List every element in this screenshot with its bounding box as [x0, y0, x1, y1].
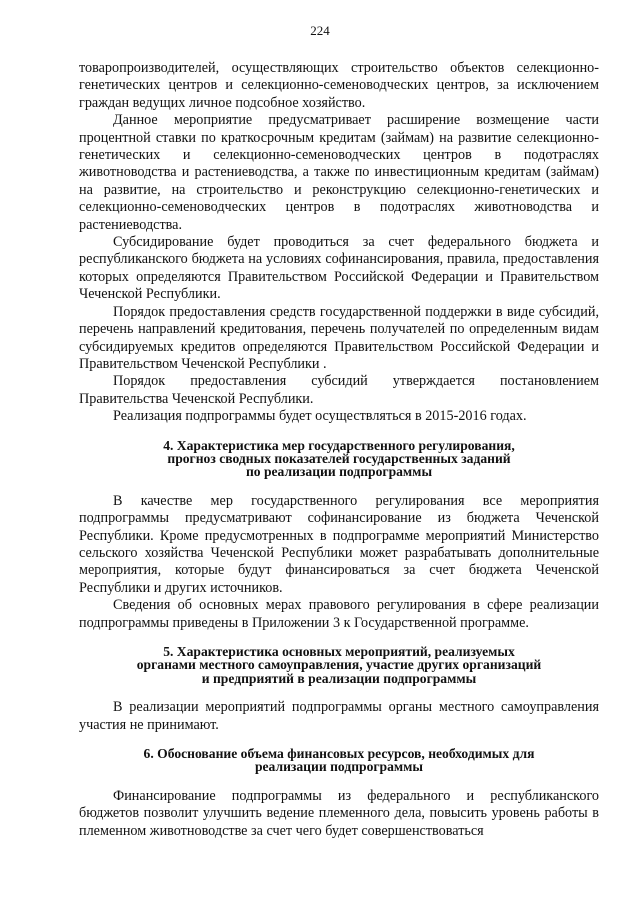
heading-line: прогноз сводных показателей государственных заданий: [167, 450, 511, 466]
paragraph: Реализация подпрограммы будет осуществляться в 2015-2016 годах.: [113, 408, 527, 425]
section-heading-6: [79, 747, 599, 774]
page-number: 224: [310, 23, 330, 38]
heading-line: 6. Обоснование объема финансовых ресурсов, необходимых для: [143, 746, 535, 762]
paragraph: товаропроизводителей, осуществляющих строительство объектов селекционно-генетических центров и селекционно-семеноводческих центров, за исключением граждан ведущих личное подсобное хозяйство.: [79, 60, 599, 111]
heading-line: по реализации подпрограммы: [245, 464, 433, 480]
section-heading-5: [79, 645, 599, 685]
paragraph: Порядок предоставления средств государственной поддержки в виде субсидий, перечень направлений кредитования, перечень получателей по определенным видам субсидируемых кредитов определяются Правительством Российской Федерации и Правительством Чеченской Республики .: [79, 303, 599, 372]
page-body: [79, 60, 599, 840]
paragraph: Данное мероприятие предусматривает расширение возмещение части процентной ставки по краткосрочным кредитам (займам) на развитие селекционно-генетических и селекционно-семеноводческих центров в подотраслях животноводства и растениеводства, а также по инвестиционным кредитам (займам) на развитие, на строительство и реконструкцию селекционно-генетических и селекционно-семеноводческих центров в подотраслях животноводства и растениеводства.: [79, 112, 599, 233]
paragraph: Сведения об основных мерах правового регулирования в сфере реализации подпрограммы приведены в Приложении 3 к Государственной программе.: [79, 597, 599, 631]
heading-line: 4. Характеристика мер государственного регулирования,: [163, 437, 515, 453]
heading-line: и предприятий в реализации подпрограммы: [201, 670, 477, 686]
paragraph: В реализации мероприятий подпрограммы органы местного самоуправления участия не принимают.: [79, 699, 599, 733]
heading-line: реализации подпрограммы: [254, 759, 424, 775]
heading-line: 5. Характеристика основных мероприятий, реализуемых: [163, 644, 515, 659]
heading-line: органами местного самоуправления, участие других организаций: [136, 657, 542, 673]
paragraph: Порядок предоставления субсидий утверждается постановлением Правительства Чеченской Республики.: [79, 373, 599, 407]
paragraph: Субсидирование будет проводиться за счет федерального бюджета и республиканского бюджета на условиях софинансирования, правила, предоставления которых определяются Правительством Российской Федерации и Правительством Чеченской Республики.: [79, 234, 599, 303]
paragraph: Финансирование подпрограммы из федерального и республиканского бюджетов позволит улучшить ведение племенного дела, повысить уровень работы в племенном животноводстве за счет чего будет совершенствоваться: [79, 787, 599, 839]
paragraph: В качестве мер государственного регулирования все мероприятия подпрограммы предусматривают софинансирование из бюджета Чеченской Республики. Кроме предусмотренных в подпрограмме мероприятий Министерство сельского хозяйства Чеченской Республики может разрабатывать дополнительные мероприятия, которые будут финансироваться за счет бюджета Чеченской Республики и других источников.: [79, 492, 599, 596]
section-heading-4: [79, 439, 599, 479]
